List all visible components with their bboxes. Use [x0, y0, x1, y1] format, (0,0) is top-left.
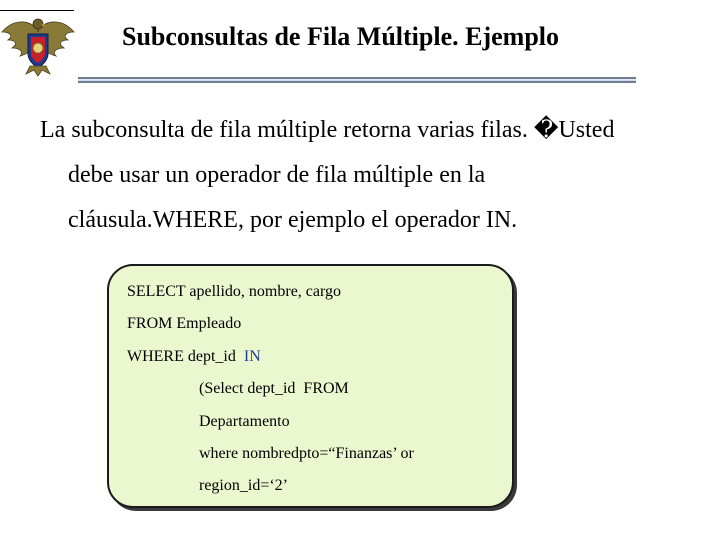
sql-in-keyword: IN — [243, 347, 261, 365]
university-crest-icon — [0, 10, 76, 78]
sql-example-code — [127, 276, 414, 503]
sql-line-table: Departamento — [199, 412, 290, 430]
sql-line-condition: where nombredpto=“Finanzas’ or — [199, 445, 414, 463]
body-line-2: debe usar un operador de fila múltiple en la — [68, 162, 486, 188]
slide-title: Subconsultas de Fila Múltiple. Ejemplo — [122, 22, 559, 51]
title-divider — [78, 77, 636, 83]
sql-line-region: region_id=‘2’ — [199, 477, 288, 495]
sql-line-subselect: (Select dept_id FROM — [199, 380, 349, 398]
body-line-1: La subconsulta de fila múltiple retorna varias filas. �Usted — [40, 117, 615, 143]
body-line-3: cláusula.WHERE, por ejemplo el operador IN. — [68, 207, 518, 233]
sql-where-clause: WHERE dept_id — [127, 347, 244, 365]
sql-line-where — [127, 341, 414, 373]
sql-line-from: FROM Empleado — [127, 315, 242, 333]
slide-body — [40, 108, 680, 243]
sql-line-select: SELECT apellido, nombre, cargo — [127, 283, 342, 300]
